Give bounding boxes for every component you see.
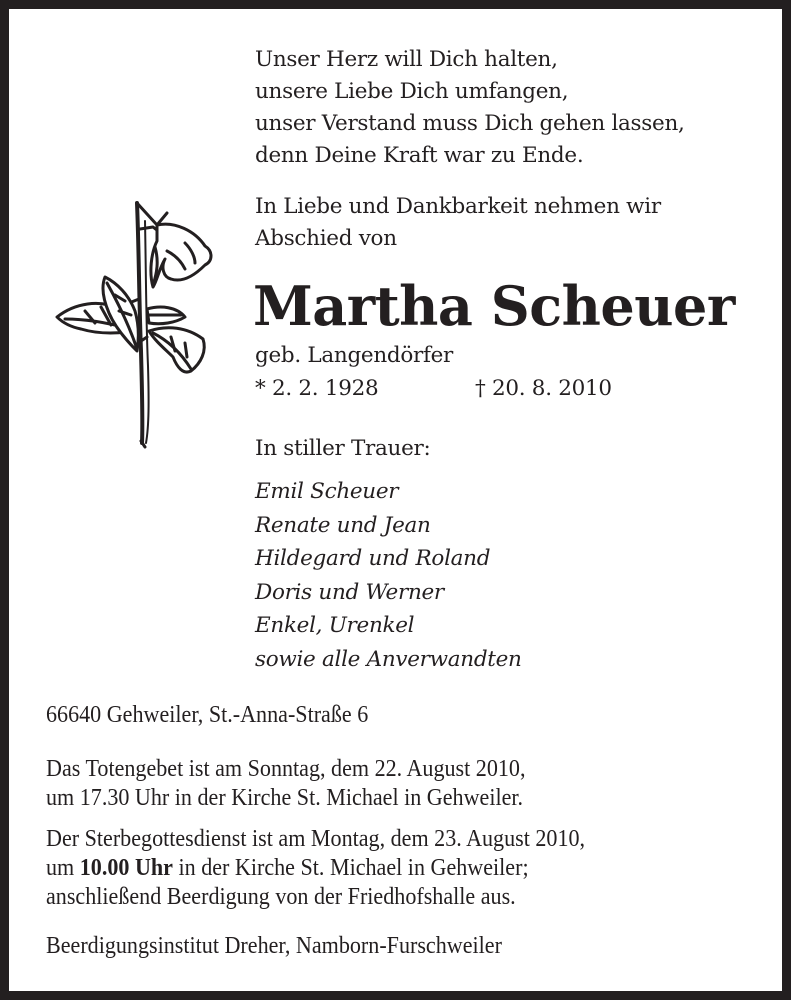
obituary-notice xyxy=(9,9,782,991)
funeral-location: in der Kirche St. Michael in Gehweiler; xyxy=(172,855,529,881)
undertaker: Beerdigungsinstitut Dreher, Namborn-Furschweiler xyxy=(46,933,502,959)
family-address: 66640 Gehweiler, St.-Anna-Straße 6 xyxy=(46,702,369,728)
poem-line: Unser Herz will Dich halten, xyxy=(255,47,558,72)
funeral-time: 10.00 Uhr xyxy=(79,855,173,881)
prayer-line: um 17.30 Uhr in der Kirche St. Michael in Gehweiler. xyxy=(46,785,524,811)
mourner: Emil Scheuer xyxy=(255,479,399,504)
poem xyxy=(255,44,685,172)
poem-line: unsere Liebe Dich umfangen, xyxy=(255,79,569,104)
funeral-service-info xyxy=(46,825,585,912)
rose-icon xyxy=(45,191,215,451)
death-date: † 20. 8. 2010 xyxy=(475,376,612,401)
birth-date: * 2. 2. 1928 xyxy=(255,376,379,401)
mourner: sowie alle Anverwandten xyxy=(255,646,522,672)
mourner: Enkel, Urenkel xyxy=(255,613,415,638)
mourners-list xyxy=(255,475,522,676)
poem-line: denn Deine Kraft war zu Ende. xyxy=(255,143,584,168)
life-dates xyxy=(255,373,612,405)
mourning-label: In stiller Trauer: xyxy=(255,436,431,461)
intro-line: In Liebe und Dankbarkeit nehmen wir xyxy=(255,194,661,219)
maiden-name: geb. Langendörfer xyxy=(255,343,454,368)
deceased-name: Martha Scheuer xyxy=(253,274,735,338)
funeral-line: anschließend Beerdigung von der Friedhofshalle aus. xyxy=(46,884,516,910)
mourner: Doris und Werner xyxy=(255,579,444,605)
funeral-time-prefix: um xyxy=(46,855,80,881)
intro-text xyxy=(255,191,661,255)
prayer-line: Das Totengebet ist am Sonntag, dem 22. August 2010, xyxy=(46,756,526,782)
prayer-service-info xyxy=(46,755,525,813)
funeral-line: Der Sterbegottesdienst ist am Montag, dem 23. August 2010, xyxy=(46,826,586,852)
mourner: Renate und Jean xyxy=(255,512,431,538)
funeral-line xyxy=(46,854,585,883)
mourner: Hildegard und Roland xyxy=(255,546,491,571)
intro-line: Abschied von xyxy=(255,226,397,251)
poem-line: unser Verstand muss Dich gehen lassen, xyxy=(255,111,685,136)
